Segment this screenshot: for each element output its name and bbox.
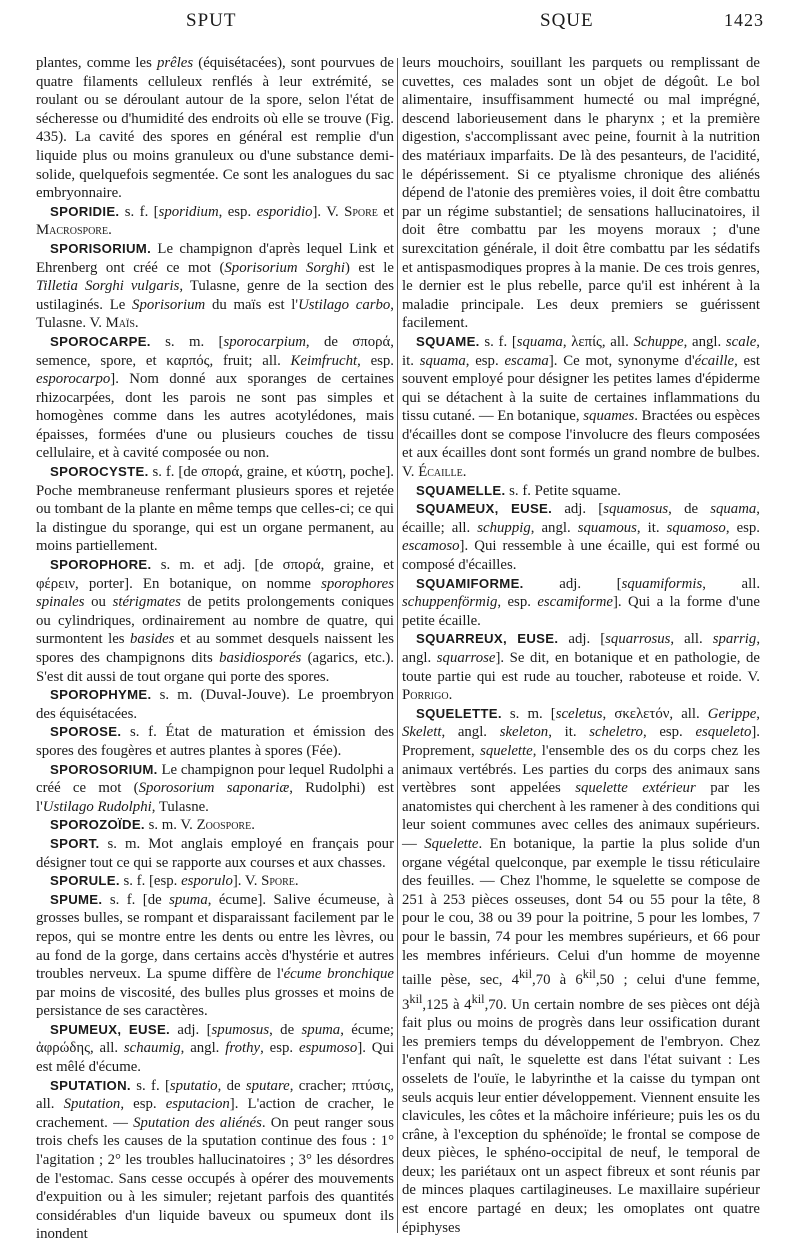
entry-text: s. m. Mot anglais employé en français pour désigner tout ce qui se rapporte aux courses et aux chasses. xyxy=(36,835,394,871)
entry-text: leurs mouchoirs, souillant les parquets ou remplissant de cuvettes, ces malades sont un objet de dégoût. Le bol alimentaire, insuffisamment humecté ou mal imprégné, descend laborieusement dans le pharynx ; et la première digestion, s'accomplissant avec peine, fournit à la nutrition des matériaux imparfaits. De là des pesanteurs, de l'acidité, le dépérissement. Si ce ptyalisme chronique des aliénés dépend de l'atonie des premières voies, il doit être combattu par un régime substantiel; de sensations hallucinatoires, il doit être combattu par les moyens moraux ; d'une surexcitation générale, il doit être combattu par les sédatifs et antispasmodiques propres à la manie. De ces trois genres, le dernier est le plus rebelle, parce qu'il est inhérent à la maladie principale. Les deux premiers se guérissent facilement. xyxy=(402,55,760,332)
entry-headword: SPOROSE. xyxy=(50,724,122,740)
entry-headword: SPOROPHORE. xyxy=(50,557,152,573)
entry-text: adj. [spumosus, de spuma, écume; ἀφρώδης, all. schaumig, angl. frothy, esp. espumoso]. Qui est mêlé d'écume. xyxy=(36,1021,395,1076)
entry-text: s. f. Petite squame. xyxy=(509,482,621,499)
running-head-right: SQUE xyxy=(540,10,594,31)
left-column xyxy=(36,54,394,1244)
entry-text: s. f. [sporidium, esp. esporidio]. V. Spore et Macrospore. xyxy=(36,203,394,239)
entry-text: s. f. [de spuma, écume]. Salive écumeuse, à grosses bulles, se rompant et disparaissant facilement par le repos, qui se montre entre les dents ou entre les lèvres, ou au fond de la gorge, dans certains accès d'hystérie et autres troubles nerveux. La spume diffère de l'écume bronchique par moins de viscosité, des bulles plus grosses et moins de persistance de ses caractères. xyxy=(36,891,394,1020)
entry-headword: SPORIDIE. xyxy=(50,203,120,219)
dictionary-entry xyxy=(402,333,760,482)
entry-text: s. f. [de σπορά, graine, et κύστη, poche]. Poche membraneuse renfermant plusieurs spores et rejetée ou tombant de la plante en même temps que celles-ci; ce qui la distingue du sporange, qui est un organe permanent, au moins partiellement. xyxy=(36,464,394,555)
entry-text: adj. [squarrosus, all. sparrig, angl. squarrose]. Se dit, en botanique et en pathologie, de toute partie qui est rude au toucher, raboteuse et roide. V. Porrigo. xyxy=(402,631,761,704)
entry-headword: SPUTATION. xyxy=(50,1077,131,1093)
entry-text: s. m. (Duval-Jouve). Le proembryon des équisétacées. xyxy=(36,687,394,722)
dictionary-entry xyxy=(36,891,394,1021)
dictionary-entry xyxy=(36,54,394,203)
dictionary-entry xyxy=(36,333,394,463)
entry-text: plantes, comme les prêles (équisétacées), sont pourvues de quatre filaments cellulеux renflés à leur extrémité, se roulant ou se déroulant autour de la spore, selon l'état de sécheresse ou d'humidité des endroits où elle se trouve (Fig. 435). La cavité des spores en général est remplie d'un liquide plus ou moins granuleux ou d'une substance demi-solide, quelquefois segmentée. Ce sont les analogues du sac embryonnaire. xyxy=(36,55,394,202)
dictionary-entry xyxy=(402,54,760,333)
entry-text: s. f. État de maturation et émission des spores des fougères et autres plantes à spores (Fée). xyxy=(36,724,395,759)
dictionary-entry xyxy=(36,816,394,835)
dictionary-entry xyxy=(402,482,760,501)
entry-headword: SPORULE. xyxy=(50,873,120,889)
entry-headword: SQUARREUX, EUSE. xyxy=(416,631,559,647)
dictionary-entry xyxy=(36,723,394,760)
entry-headword: SQUELETTE. xyxy=(416,705,502,721)
entry-text: Le champignon d'après lequel Link et Ehrenberg ont créé ce mot (Sporisorium Sorghi) est le Tilletia Sorghi vulgaris, Tulasne, genre de la section des ustilaginés. Le Sporisorium du maïs est l'Ustilago carbo, Tulasne. V. Maïs. xyxy=(36,240,395,332)
dictionary-entry xyxy=(36,463,394,556)
entry-text: s. m. et adj. [de σπορά, graine, et φέρειν, porter]. En botanique, on nomme sporophores spinales ou stérigmates de petits prolongements coniques ou cylindriques, ordinairement au nombre de quatre, qui surmontent les basides et au sommet desquels naissent les spores des champignons dits basidiosporés (agarics, etc.). S'est dit aussi de tout organe qui porte des spores. xyxy=(36,557,395,685)
entry-text: adj. [squamosus, de squama, écaille; all. schuppig, angl. squamous, it. squamoso, esp. escamoso]. Qui ressemble à une écaille, qui est formé ou composé d'écailles. xyxy=(402,501,760,574)
entry-headword: SQUAMELLE. xyxy=(416,482,506,498)
column-divider xyxy=(397,58,398,1233)
entry-text: s. m. [sporocarpium, de σπορά, semence, spore, et καρπός, fruit; all. Keimfrucht, esp. esporocarpo]. Nom donné aux sporanges de certaines rhizocarpées, dont les parois ne sont pas simples et homogènes comme dans les autres acotylédones, mais épaisses, formées d'une ou plusieurs couches de tissu cellulaire, et à cavité composée ou non. xyxy=(36,333,394,462)
right-column xyxy=(402,54,760,1237)
entry-text: s. f. [esp. esporulo]. V. Spore. xyxy=(123,873,299,890)
dictionary-entry xyxy=(402,500,760,574)
dictionary-entry xyxy=(36,872,394,891)
entry-headword: SQUAMEUX, EUSE. xyxy=(416,501,553,517)
dictionary-entry xyxy=(402,575,760,631)
entry-headword: SPUMEUX, EUSE. xyxy=(50,1021,171,1037)
entry-headword: SPOROSORIUM. xyxy=(50,761,158,777)
dictionary-entry xyxy=(36,1077,394,1244)
entry-headword: SPORT. xyxy=(50,835,100,851)
entry-text: s. m. [sceletus, σκελετόν, all. Gerippe, Skelett, angl. skeleton, it. scheletro, esp. esqueleto]. Proprement, squelette, l'ensemble des os du corps chez les animaux vertébrés. Les parties du corps des animaux sans vertèbres sont appelées squelette extérieur par les anatomistes qui cherchent à les ramener à des conditions qui leur soient communes avec celles des animaux supérieurs. — Squelette. En botanique, la partie la plus solide d'un organe végétal quelconque, par exemple le tissu réticulaire des feuilles. — Chez l'homme, le squelette se compose de 251 à 253 pièces osseuses, dont 54 ou 55 pour la tête, 8 pour le cou, 38 ou 39 pour la poitrine, 5 pour les lombes, 7 pour le bassin, 74 pour les membres supérieurs, et 66 pour les membres inférieurs. Celui d'un homme de moyenne taille pèse, sec, $4^{kil},70$ à $6^{kil},50$ ; celui d'une femme, $3^{kil},125$ à $4^{kil},70$. Un certain nombre de ses pièces ont déjà fait plus ou moins de progrès dans leur ossification durant les premiers temps du développement de l'embryon. Chez l'enfant qui naît, le squelette est dans l'état suivant : Les osselets de l'ouïe, le labyrinthe et la caisse du tympan ont seuls acquis leur entier développement. Viennent ensuite les clavicules, les côtes et la mâchoire inférieure; puis les os du crâne, à l'exception du sphénoïde; le frontal se compose de deux pièces, le sphéno-occipital de neuf, le temporal de deux; les pariétaux ont un aspect fibreux et sont réunis par de minces plaques cartilagineuses. Le maxillaire supérieur est encore partagé en deux; les omoplates ont quatre épiphyses xyxy=(402,705,760,1236)
running-head-left: SPUT xyxy=(186,10,237,31)
entry-headword: SPOROPHYME. xyxy=(50,687,152,703)
entry-headword: SPORISORIUM. xyxy=(50,240,152,256)
dictionary-entry xyxy=(36,556,394,686)
dictionary-entry xyxy=(36,240,394,333)
entry-text: s. f. [sputatio, de sputare, cracher; πτύσις, all. Sputation, esp. esputacion]. L'action de cracher, le crachement. — Sputation des aliénés. On peut ranger sous trois chefs les causes de la sputation continue des fous : 1° l'agitation ; 2° les troubles hallucinatoires ; 3° les désordres de l'estomac. Sans cesse occupés à opérer des mouvements d'expuition ou à les simuler; rejetant parfois des quantités considérables d'un liquide baveux ou spumeux dont ils inondent xyxy=(36,1077,394,1243)
entry-headword: SQUAME. xyxy=(416,333,480,349)
dictionary-entry xyxy=(402,630,760,704)
dictionary-entry xyxy=(36,686,394,723)
dictionary-entry xyxy=(36,835,394,872)
entry-text: s. m. V. Zoospore. xyxy=(148,817,255,834)
dictionary-entry xyxy=(402,705,760,1237)
entry-text: adj. [squamiformis, all. schuppenförmig, esp. escamiforme]. Qui a la forme d'une petite écaille. xyxy=(402,575,761,629)
entry-headword: SPOROCYSTE. xyxy=(50,464,149,480)
entry-headword: SPOROZOÏDE. xyxy=(50,817,145,833)
entry-text: Le champignon pour lequel Rudolphi a créé ce mot (Sporosorium saponariæ, Rudolphi) est l'Ustilago Rudolphi, Tulasne. xyxy=(36,761,395,815)
entry-text: s. f. [squama, λεπίς, all. Schuppe, angl. scale, it. squama, esp. escama]. Ce mot, synonyme d'écaille, est souvent employé pour désigner les petites lames d'épiderme qui se détachent à la suite de certaines inflammations du tissu cutané. — En botanique, squames. Bractées ou espèces d'écailles dont se compose l'involucre des fleurs composées et aux écailles dont sont formés un grand nombre de bulbes. V. Écaille. xyxy=(402,333,760,481)
entry-headword: SQUAMIFORME. xyxy=(416,575,524,591)
entry-headword: SPOROCARPE. xyxy=(50,333,151,349)
page-number: 1423 xyxy=(724,10,764,30)
dictionary-entry xyxy=(36,761,394,817)
entry-headword: SPUME. xyxy=(50,891,103,907)
dictionary-entry xyxy=(36,1021,394,1077)
dictionary-entry xyxy=(36,203,394,240)
